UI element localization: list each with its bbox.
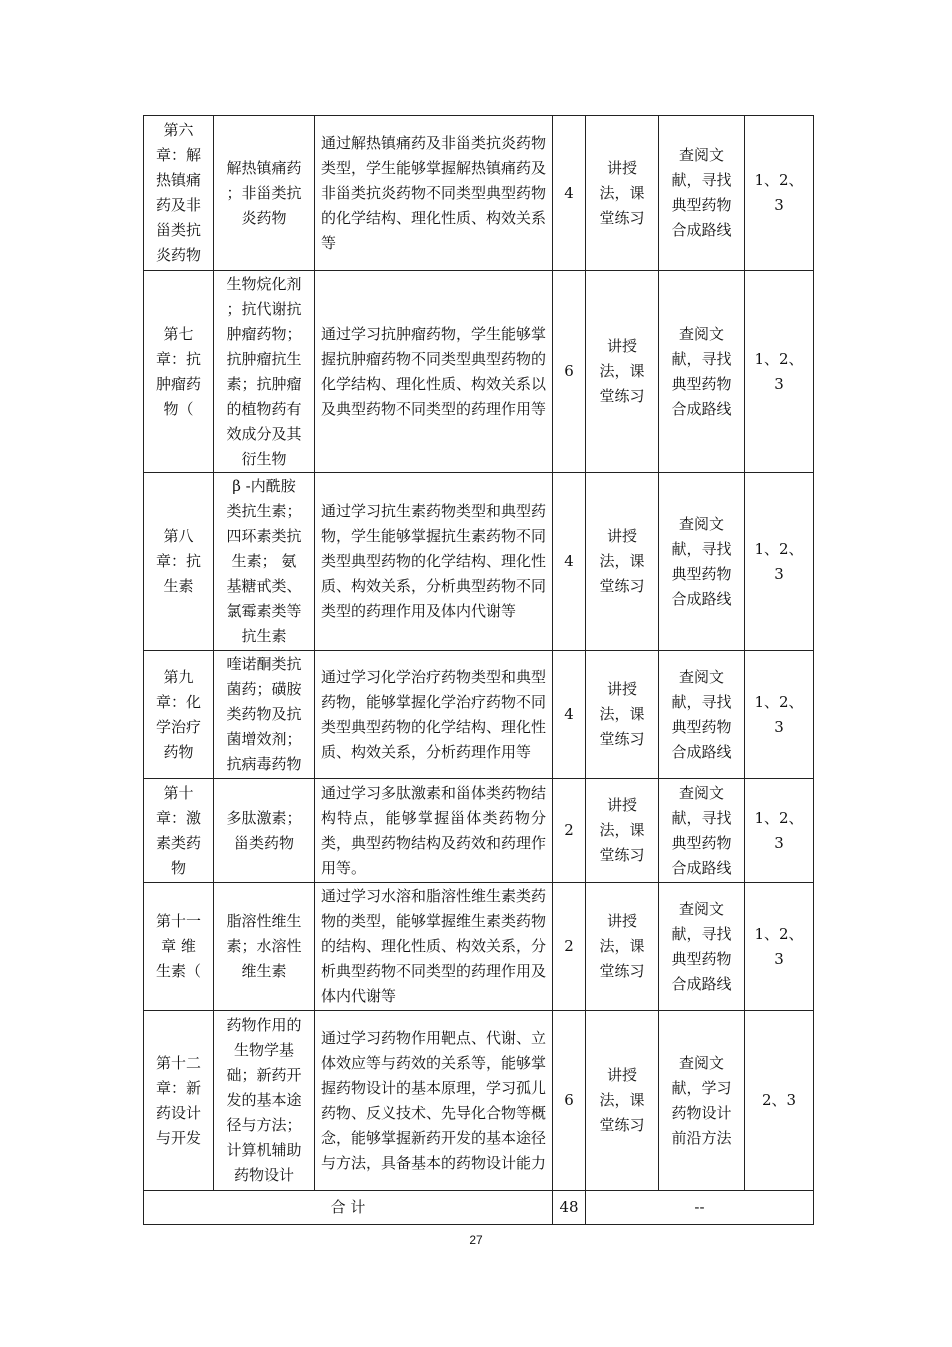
content-cell	[214, 651, 315, 779]
objective-cell-text: 通过解热镇痛药及非甾类抗炎药物类型，学生能够掌握解热镇痛药及非甾类抗炎药物不同类型典型药物的化学结构、理化性质、构效关系等	[321, 133, 547, 252]
support-cell-text: 1、2、3	[754, 808, 804, 852]
method-cell-text: 讲授 法，课 堂练习	[599, 1066, 645, 1134]
method-cell-text: 讲授 法，课 堂练习	[599, 158, 645, 227]
assignment-cell-text: 查阅文 献，寻找 典型药物 合成路线	[671, 514, 732, 608]
chapter-cell	[144, 883, 214, 1011]
content-cell-text: 解热镇痛药 ；非甾类抗 炎药物	[226, 158, 302, 227]
chapter-cell-text: 第八 章：抗 生素	[155, 527, 201, 595]
hours-cell	[553, 883, 586, 1011]
method-cell-text: 讲授 法，课 堂练习	[599, 527, 645, 595]
hours-cell-text: 6	[564, 362, 574, 380]
assignment-cell	[659, 1011, 745, 1191]
method-cell	[586, 271, 659, 473]
table-body	[144, 116, 814, 1191]
objective-cell-text: 通过学习药物作用靶点、代谢、立体效应等与药效的关系等，能够掌握药物设计的基本原理，学习孤儿药物、反义技术、先导化合物等概念，能够掌握新药开发的基本途径与方法，具备基本的药物设计能力	[321, 1028, 547, 1172]
support-cell	[745, 779, 814, 883]
objective-cell	[315, 1011, 553, 1191]
content-cell-text: β -内酰胺 类抗生素； 四环素类抗 生素； 氨 基糖甙类、 氯霉素类等 抗生素	[226, 477, 302, 645]
hours-cell	[553, 1011, 586, 1191]
total-hours: 48	[553, 1191, 586, 1225]
hours-cell-text: 4	[564, 183, 574, 202]
method-cell	[586, 883, 659, 1011]
table-row	[144, 779, 814, 883]
content-cell	[214, 116, 315, 271]
content-cell-text: 药物作用的 生物学基 础；新药开 发的基本途 径与方法； 计算机辅助 药物设计	[226, 1016, 302, 1184]
chapter-cell	[144, 271, 214, 473]
objective-cell-text: 通过学习化学治疗药物类型和典型药物，能够掌握化学治疗药物不同类型典型药物的化学结构、理化性质、构效关系，分析药理作用等	[321, 667, 547, 761]
chapter-cell	[144, 116, 214, 271]
content-cell	[214, 271, 315, 473]
chapter-cell-text: 第十二 章：新 药设计 与开发	[155, 1053, 201, 1147]
objective-cell	[315, 473, 553, 651]
support-cell	[745, 1011, 814, 1191]
content-cell	[214, 779, 315, 883]
content-cell-text: 生物烷化剂 ；抗代谢抗 肿瘤药物； 抗肿瘤抗生 素；抗肿瘤 的植物药有 效成分及其 衍生物	[226, 274, 302, 468]
hours-cell	[553, 651, 586, 779]
hours-cell	[553, 473, 586, 651]
method-cell	[586, 116, 659, 271]
chapter-cell-text: 第七 章：抗 肿瘤药 物（	[155, 324, 201, 418]
content-cell-text: 喹诺酮类抗 菌药；磺胺 类药物及抗 菌增效剂； 抗病毒药物	[226, 655, 302, 773]
chapter-cell-text: 第六 章：解 热镇痛 药及非 甾类抗 炎药物	[155, 121, 201, 264]
assignment-cell	[659, 883, 745, 1011]
objective-cell	[315, 271, 553, 473]
objective-cell	[315, 116, 553, 271]
total-row	[144, 1191, 814, 1225]
objective-cell	[315, 779, 553, 883]
assignment-cell	[659, 779, 745, 883]
assignment-cell-text: 查阅文 献，寻找 典型药物 合成路线	[671, 146, 732, 239]
hours-cell	[553, 271, 586, 473]
total-label: 合 计	[144, 1191, 553, 1225]
assignment-cell	[659, 116, 745, 271]
assignment-cell	[659, 271, 745, 473]
method-cell	[586, 473, 659, 651]
objective-cell-text: 通过学习水溶和脂溶性维生素类药物的类型，能够掌握维生素类药物的结构、理化性质、构效关系，分析典型药物不同类型的药理作用及体内代谢等	[321, 887, 547, 1005]
assignment-cell-text: 查阅文 献，学习 药物设计 前沿方法	[671, 1053, 732, 1147]
method-cell-text: 讲授 法，课 堂练习	[599, 912, 645, 980]
chapter-cell-text: 第十一 章 维 生素（	[155, 912, 201, 980]
support-cell-text: 1、2、3	[754, 924, 804, 968]
assignment-cell	[659, 473, 745, 651]
support-cell	[745, 116, 814, 271]
content-cell	[214, 883, 315, 1011]
hours-cell-text: 2	[564, 937, 574, 955]
method-cell-text: 讲授 法，课 堂练习	[599, 337, 645, 405]
hours-cell-text: 4	[564, 552, 574, 570]
support-cell-text: 1、2、3	[754, 171, 804, 214]
support-cell	[745, 473, 814, 651]
objective-cell-text: 通过学习抗生素药物类型和典型药物，学生能够掌握抗生素药物不同类型典型药物的化学结构、理化性质、构效关系，分析典型药物不同类型的药理作用及体内代谢等	[321, 502, 547, 620]
support-cell	[745, 651, 814, 779]
chapter-cell	[144, 651, 214, 779]
chapter-cell	[144, 779, 214, 883]
hours-cell	[553, 779, 586, 883]
table-row	[144, 651, 814, 779]
assignment-cell-text: 查阅文 献，寻找 典型药物 合成路线	[671, 899, 732, 993]
table-row	[144, 271, 814, 473]
objective-cell-text: 通过学习多肽激素和甾体类药物结构特点，能够掌握甾体类药物分类，典型药物结构及药效和药理作用等。	[321, 783, 547, 877]
support-cell-text: 1、2、3	[754, 692, 804, 736]
hours-cell	[553, 116, 586, 271]
method-cell-text: 讲授 法，课 堂练习	[599, 796, 645, 864]
table-row	[144, 473, 814, 651]
assignment-cell	[659, 651, 745, 779]
content-cell	[214, 473, 315, 651]
support-cell-text: 1、2、3	[754, 349, 804, 393]
support-cell-text: 2、3	[761, 1091, 797, 1109]
total-rest: --	[586, 1191, 814, 1225]
hours-cell-text: 4	[564, 705, 574, 723]
table-row	[144, 1011, 814, 1191]
method-cell	[586, 779, 659, 883]
table-row	[144, 116, 814, 271]
support-cell	[745, 271, 814, 473]
objective-cell	[315, 651, 553, 779]
objective-cell-text: 通过学习抗肿瘤药物，学生能够掌握抗肿瘤药物不同类型典型药物的化学结构、理化性质、构效关系以及典型药物不同类型的药理作用等	[321, 324, 547, 418]
course-schedule-table	[143, 115, 814, 1225]
assignment-cell-text: 查阅文 献，寻找 典型药物 合成路线	[671, 783, 732, 877]
content-cell-text: 多肽激素； 甾类药物	[226, 808, 302, 852]
chapter-cell	[144, 1011, 214, 1191]
method-cell	[586, 1011, 659, 1191]
chapter-cell-text: 第十 章：激 素类药 物	[155, 783, 201, 877]
objective-cell	[315, 883, 553, 1011]
chapter-cell	[144, 473, 214, 651]
hours-cell-text: 6	[564, 1091, 574, 1109]
assignment-cell-text: 查阅文 献，寻找 典型药物 合成路线	[671, 667, 732, 761]
support-cell	[745, 883, 814, 1011]
chapter-cell-text: 第九 章：化 学治疗 药物	[155, 667, 201, 761]
method-cell	[586, 651, 659, 779]
content-cell	[214, 1011, 315, 1191]
page-number: 27	[469, 1233, 483, 1247]
support-cell-text: 1、2、3	[754, 539, 804, 583]
hours-cell-text: 2	[564, 821, 574, 839]
content-cell-text: 脂溶性维生 素；水溶性 维生素	[226, 912, 302, 980]
method-cell-text: 讲授 法，课 堂练习	[599, 680, 645, 748]
table-row	[144, 883, 814, 1011]
assignment-cell-text: 查阅文 献，寻找 典型药物 合成路线	[671, 324, 732, 418]
